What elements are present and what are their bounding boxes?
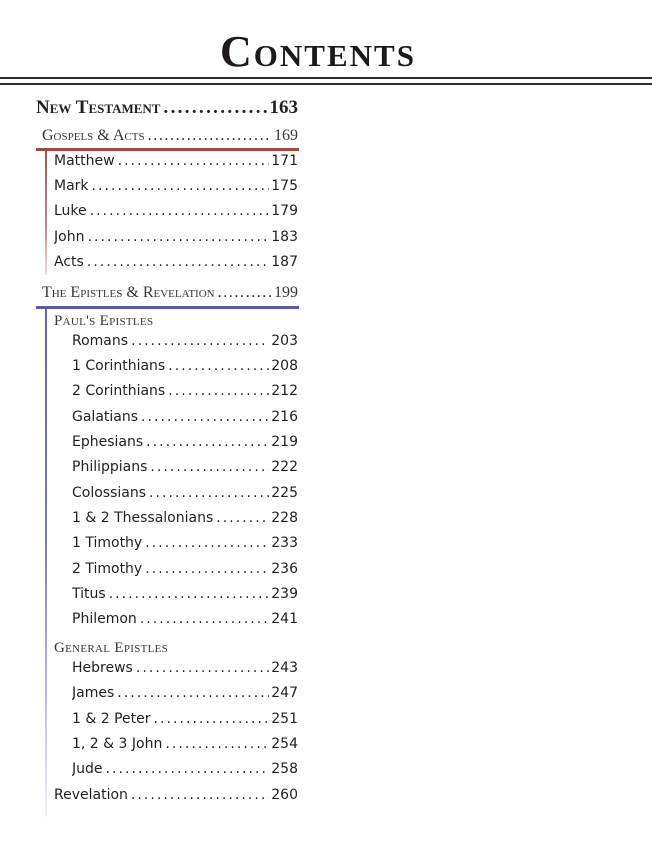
dot-leader [136, 660, 269, 676]
dot-leader [168, 358, 269, 374]
toc-entry-label: Revelation [54, 787, 128, 803]
toc-entry-1-2-thessalonians[interactable] [72, 510, 298, 526]
toc-entry-page: 241 [271, 611, 298, 627]
dot-leader [163, 97, 267, 119]
toc-entry-2-timothy[interactable] [72, 561, 298, 577]
toc-entry-label: Matthew [54, 153, 115, 169]
dot-leader [218, 284, 272, 302]
toc-entry-page: 225 [271, 485, 298, 501]
toc-entry-page: 187 [271, 254, 298, 270]
toc-entry-page: 171 [271, 153, 298, 169]
dot-leader [145, 535, 269, 551]
toc-entry-label: Jude [72, 761, 103, 777]
dot-leader [145, 561, 269, 577]
dot-leader [150, 459, 269, 475]
dot-leader [92, 178, 270, 194]
toc-entry-page: 239 [271, 586, 298, 602]
toc-entry-mark[interactable] [54, 178, 298, 194]
toc-entry-new-testament[interactable] [36, 97, 298, 119]
toc-entry-1-timothy[interactable] [72, 535, 298, 551]
title-rule-top [0, 77, 652, 79]
toc-entry-page: 260 [271, 787, 298, 803]
toc-entry-label: Ephesians [72, 434, 144, 450]
toc-section-label: Gospels & Acts [42, 127, 145, 144]
toc-entry-label: 1, 2 & 3 John [72, 736, 163, 752]
dot-leader [146, 434, 269, 450]
dot-leader [165, 736, 269, 752]
epistles-section-rule [36, 306, 299, 309]
toc-entry-label: New Testament [36, 97, 161, 118]
dot-leader [216, 510, 269, 526]
toc-entry-matthew[interactable] [54, 153, 298, 169]
toc-entry-page: 163 [269, 97, 298, 118]
toc-entry-label: 1 & 2 Peter [72, 711, 151, 727]
dot-leader [140, 611, 269, 627]
toc-entry-page: 247 [271, 685, 298, 701]
toc-entry-label: Titus [72, 586, 106, 602]
toc-entry-label: Philemon [72, 611, 137, 627]
toc-entry-label: Acts [54, 254, 84, 270]
toc-entry-ephesians[interactable] [72, 434, 298, 450]
dot-leader [168, 383, 269, 399]
dot-leader [87, 229, 269, 245]
toc-entry-philemon[interactable] [72, 611, 298, 627]
toc-entry-page: 236 [271, 561, 298, 577]
toc-entry-label: Mark [54, 178, 89, 194]
toc-entry-label: 2 Corinthians [72, 383, 166, 399]
toc-entry-acts[interactable] [54, 254, 298, 270]
toc-entry-colossians[interactable] [72, 485, 298, 501]
title-rule-bottom [0, 83, 652, 85]
toc-entry-page: 233 [271, 535, 298, 551]
dot-leader [90, 203, 270, 219]
toc-entry-hebrews[interactable] [72, 660, 298, 676]
dot-leader [118, 153, 270, 169]
toc-entry-label: 2 Timothy [72, 561, 143, 577]
dot-leader [109, 586, 270, 602]
toc-entry-label: Colossians [72, 485, 147, 501]
toc-entry-page: 219 [271, 434, 298, 450]
toc-entry-page: 251 [271, 711, 298, 727]
dot-leader [141, 409, 269, 425]
toc-entry-2-corinthians[interactable] [72, 383, 298, 399]
toc-entry-jude[interactable] [72, 761, 298, 777]
toc-entry-1-2-3-john[interactable] [72, 736, 298, 752]
toc-entry-label: John [54, 229, 85, 245]
dot-leader [148, 127, 272, 145]
toc-entry-label: Romans [72, 333, 129, 349]
toc-entry-label: James [72, 685, 115, 701]
toc-entry-page: 203 [271, 333, 298, 349]
toc-entry-label: Philippians [72, 459, 148, 475]
toc-entry-john[interactable] [54, 229, 298, 245]
toc-entry-label: 1 & 2 Thessalonians [72, 510, 214, 526]
subheading-general-epistles: General Epistles [54, 640, 169, 656]
toc-entry-page: 179 [271, 203, 298, 219]
dot-leader [154, 711, 270, 727]
subheading-pauls-epistles: Paul's Epistles [54, 313, 154, 329]
epistles-section-bar [45, 309, 47, 817]
toc-entry-revelation[interactable] [54, 787, 298, 803]
toc-entry-galatians[interactable] [72, 409, 298, 425]
toc-section-gospels-acts[interactable] [42, 127, 298, 145]
toc-entry-1-2-peter[interactable] [72, 711, 298, 727]
toc-entry-label: 1 Timothy [72, 535, 143, 551]
toc-section-label: The Epistles & Revelation [42, 284, 215, 301]
dot-leader [106, 761, 270, 777]
dot-leader [131, 787, 269, 803]
toc-entry-1-corinthians[interactable] [72, 358, 298, 374]
toc-entry-james[interactable] [72, 685, 298, 701]
toc-entry-page: 258 [271, 761, 298, 777]
toc-entry-page: 183 [271, 229, 298, 245]
toc-entry-romans[interactable] [72, 333, 298, 349]
toc-section-page: 199 [274, 284, 298, 301]
toc-section-epistles-revelation[interactable] [42, 284, 298, 302]
toc-entry-page: 216 [271, 409, 298, 425]
toc-entry-luke[interactable] [54, 203, 298, 219]
dot-leader [87, 254, 269, 270]
toc-entry-label: Galatians [72, 409, 139, 425]
toc-entry-page: 208 [271, 358, 298, 374]
toc-entry-label: 1 Corinthians [72, 358, 166, 374]
gospels-section-bar [45, 151, 47, 275]
dot-leader [117, 685, 269, 701]
dot-leader [149, 485, 269, 501]
toc-entry-page: 212 [271, 383, 298, 399]
toc-entry-page: 175 [271, 178, 298, 194]
toc-entry-label: Hebrews [72, 660, 133, 676]
toc-entry-page: 228 [271, 510, 298, 526]
toc-entry-page: 243 [271, 660, 298, 676]
page-title: Contents [220, 27, 416, 76]
toc-entry-label: Luke [54, 203, 87, 219]
toc-entry-page: 222 [271, 459, 298, 475]
gospels-section-rule [36, 148, 299, 151]
toc-entry-philippians[interactable] [72, 459, 298, 475]
toc-entry-titus[interactable] [72, 586, 298, 602]
dot-leader [131, 333, 269, 349]
toc-section-page: 169 [274, 127, 298, 144]
toc-entry-page: 254 [271, 736, 298, 752]
